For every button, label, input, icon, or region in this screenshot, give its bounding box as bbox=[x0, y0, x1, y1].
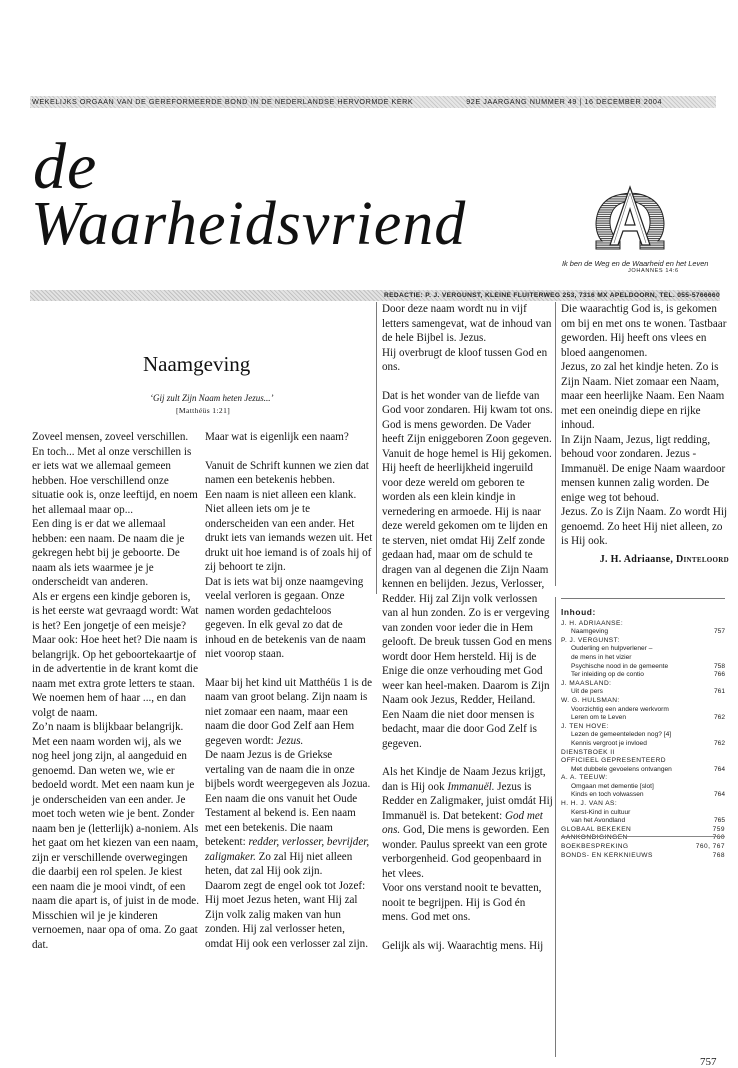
toc-author: W. G. HULSMAN: bbox=[561, 696, 620, 704]
toc-entry[interactable]: de mens in het vizier bbox=[571, 653, 632, 661]
paragraph: Gelijk als wij. Waarachtig mens. Hij bbox=[382, 939, 544, 952]
page-number: 757 bbox=[700, 1056, 717, 1068]
toc-entry[interactable]: Voorzichtig een andere werkvorm bbox=[571, 705, 669, 713]
toc-entry[interactable]: Kennis vergroot je invloed 762 bbox=[571, 739, 725, 747]
toc-section[interactable]: BOEKBESPREKING 760, 767 bbox=[561, 843, 725, 851]
author-signature: J. H. Adriaanse, Dinteloord bbox=[599, 553, 729, 565]
toc-section[interactable]: AANKONDIGINGEN 760 bbox=[561, 834, 725, 842]
toc-entry[interactable]: Kerst-Kind in cultuur bbox=[571, 808, 631, 816]
article-column-3 bbox=[382, 302, 554, 953]
paragraph: Een naam is niet alleen een klank. Niet alleen iets om je te onderscheiden van een ander. Het drukt iets van iemands wezen uit. Het drukt uit hoe iemand is of zoals hij of zij behoort te zijn. bbox=[205, 488, 373, 573]
toc-entry[interactable]: Leren om te Leven 762 bbox=[571, 714, 725, 722]
toc-entry[interactable]: Omgaan met dementie [slot] bbox=[571, 782, 654, 790]
toc-author: P. J. VERGUNST: bbox=[561, 636, 620, 644]
paragraph: De naam Jezus is de Griekse vertaling van de naam die in onze bijbels wordt weergegeven als Jozua. Een naam die ons vanuit het Oude Testament al bekend is. Een naam met een betekenis. Die naam betekent: redder, verlosser, bevrijder, zaligmaker. Zo zal Hij niet alleen heten, dat zal Hij ook zijn. bbox=[205, 749, 371, 877]
paragraph: Door deze naam wordt nu in vijf letters samengevat, wat de inhoud van de hele Bijbel is. Jezus. bbox=[382, 303, 552, 344]
article-column-4 bbox=[561, 302, 729, 567]
paragraph: Zo’n naam is blijkbaar belangrijk. Met een naam worden wij, als we nog heel jong zijn, al aangeduid en genoemd. Dan weten we, wie er bedoeld wordt. Met een naam kun je je onderscheiden van een ander. Je moet toch weten wie je bent. Zonder naam ben je (letterlijk) a-noniem. Als het gaat om het kiezen van een naam, zijn er verschillende overwegingen die daarbij een rol spelen. Je kiest een naam die je mooi vindt, of een naam die apart is, of juist in de mode. Misschien wil je je kinderen vernoemen, naar opa of oma. Zo gaat dat. bbox=[32, 721, 199, 951]
article-column-2 bbox=[205, 430, 373, 951]
paragraph: Maar bij het kind uit Matthéüs 1 is de naam van groot belang. Zijn naam is niet zomaar een naam, maar een naam die door God Zelf aan Hem gegeven wordt: Jezus. bbox=[205, 676, 372, 747]
header-right: 92E JAARGANG NUMMER 49 | 16 DECEMBER 2004 bbox=[466, 97, 662, 106]
table-of-contents bbox=[561, 608, 725, 860]
paragraph: Die waarachtig God is, is gekomen om bij en met ons te wonen. Tastbaar geworden. Hij heeft ons vlees en bloed aangenomen. bbox=[561, 303, 727, 359]
masthead-title: Waarheidsvriend bbox=[31, 190, 467, 258]
masthead-de: de bbox=[33, 130, 98, 203]
paragraph: Een ding is er dat we allemaal hebben: een naam. De naam die je gekregen hebt bij je geboorte. De naam als iets waarmee je je onderscheidt van anderen. bbox=[32, 518, 185, 588]
paragraph: Voor ons verstand nooit te bevatten, nooit te begrijpen. Hij is God én mens. God met ons. bbox=[382, 882, 542, 923]
alpha-omega-logo bbox=[590, 183, 670, 257]
paragraph: Jezus, zo zal het kindje heten. Zo is Zijn Naam. Niet zomaar een Naam, maar een heerlijke Naam. Een Naam met een oneindig diepe en rijke inhoud. bbox=[561, 361, 725, 431]
article-subref: [Matthéüs 1:21] bbox=[176, 406, 231, 415]
paragraph: Hij overbrugt de kloof tussen God en ons. bbox=[382, 346, 548, 373]
toc-entry[interactable]: Uit de pers 761 bbox=[571, 688, 725, 696]
article-column-1 bbox=[32, 430, 200, 952]
header-left: WEKELIJKS ORGAAN VAN DE GEREFORMEERDE BOND IN DE NEDERLANDSE HERVORMDE KERK bbox=[32, 97, 414, 106]
article-subtitle: ‘Gij zult Zijn Naam heten Jezus...’ bbox=[150, 393, 274, 403]
redactie-text: REDACTIE: P. J. VERGUNST, KLEINE FLUITERWEG 253, 7316 MX APELDOORN, TEL. 055-5766660 bbox=[384, 292, 720, 299]
paragraph: Daarom zegt de engel ook tot Jozef: Hij moet Jezus heten, want Hij zal Zijn volk zalig maken van hun zonden. Hij zal verlosser heten, omdat Hij ook een verlosser zal zijn. bbox=[205, 879, 368, 950]
toc-entry[interactable]: Ter inleiding op de contio 766 bbox=[571, 671, 725, 679]
inhoud-rule bbox=[561, 598, 725, 599]
toc-section[interactable]: DIENSTBOEK II bbox=[561, 748, 615, 756]
toc-entry[interactable]: Met dubbele gevoelens ontvangen 764 bbox=[571, 765, 725, 773]
paragraph: Jezus. Zo is Zijn Naam. Zo wordt Hij genoemd. Zo heet Hij niet alleen, zo is Hij ook. bbox=[561, 506, 728, 547]
paragraph: Dat is iets wat bij onze naamgeving veelal verloren is gegaan. Onze namen worden gedachteloos gegeven. In elk geval zo dat de inhoud en de betekenis van de naam niet voorop staan. bbox=[205, 575, 366, 660]
toc-section: OFFICIEEL GEPRESENTEERD bbox=[561, 757, 666, 765]
column-divider bbox=[555, 302, 556, 586]
toc-author: H. H. J. VAN AS: bbox=[561, 800, 618, 808]
inhoud-divider bbox=[555, 597, 556, 1057]
inhoud-bottom-rule bbox=[561, 836, 725, 837]
toc-author: J. H. ADRIAANSE: bbox=[561, 619, 624, 627]
header-strip bbox=[30, 96, 716, 108]
toc-author: J. TEN HOVE: bbox=[561, 722, 609, 730]
toc-author: J. MAASLAND: bbox=[561, 679, 612, 687]
toc-entry[interactable]: Psychische nood in de gemeente 758 bbox=[571, 662, 725, 670]
paragraph: In Zijn Naam, Jezus, ligt redding, behoud voor zondaren. Jezus - Immanuël. De enige Naam waardoor mensen kunnen zalig worden. De enige weg tot behoud. bbox=[561, 433, 726, 504]
paragraph: Als het Kindje de Naam Jezus krijgt, dan is Hij ook Immanuël. Jezus is Redder en Zaligmaker, juist omdát Hij Immanuël is. Dat betekent: God met ons. God, Die mens is geworden. Een wonder. Paulus spreekt van een grote verborgenheid. God geopenbaard in het vlees. bbox=[382, 766, 553, 880]
article-title: Naamgeving bbox=[143, 352, 251, 376]
paragraph: Zoveel mensen, zoveel verschillen. En toch... Met al onze verschillen is er iets wat we allemaal gemeen hebben. Hoe verschillend onze situatie ook is, onze leeftijd, en noem het allemaal maar op... bbox=[32, 431, 198, 516]
masthead-motto-ref: JOHANNES 14:6 bbox=[628, 268, 679, 274]
column-divider bbox=[376, 302, 377, 594]
toc-entry[interactable]: Naamgeving 757 bbox=[571, 628, 725, 636]
toc-entry[interactable]: Lezen de gemeenteleden nog? [4] bbox=[571, 731, 672, 739]
inhoud-heading: Inhoud: bbox=[561, 607, 596, 617]
paragraph: Dat is het wonder van de liefde van God voor zondaren. Hij kwam tot ons. God is mens geworden. De Vader heeft Zijn eniggeboren Zoon gegeven. Vanuit de hoge hemel is Hij gekomen. Hij heeft de heerlijkheid ingeruild voor deze wereld om geboren te worden als een klein kindje in vernedering en armoede. Hij is naar deze wereld gekomen om te lijden en te sterven, niet omdat Hij Zelf zonde gedaan had, maar om de schuld te dragen van al degenen die Zijn Naam kennen en belijden. Jezus, Verlosser, Redder. Hij zal Zijn volk verlossen van al hun zonden. Zo is er vergeving van zonden voor ieder die in Hem gelooft. De breuk tussen God en mens wordt door Hem hersteld. Hij is de Enige die onze verhouding met God weer kan heel-maken. Daarom is Zijn Naam ook Jezus, Redder, Heiland. Een Naam die niet door mensen is bedacht, maar die door God Zelf is gegeven. bbox=[382, 389, 553, 750]
toc-entry[interactable]: Kinds en toch volwassen 764 bbox=[571, 791, 725, 799]
toc-author: A. A. TEEUW: bbox=[561, 774, 608, 782]
toc-section[interactable]: BONDS- EN KERKNIEUWS 768 bbox=[561, 851, 725, 859]
toc-entry[interactable]: van het Avondland 765 bbox=[571, 817, 725, 825]
paragraph: Vanuit de Schrift kunnen we zien dat namen een betekenis hebben. bbox=[205, 459, 369, 486]
paragraph: Als er ergens een kindje geboren is, is het eerste wat gevraagd wordt: Wat is het? Een jongetje of een meisje? Maar ook: Hoe heet het? Die naam is belangrijk. Op het geboortekaartje of in de advertentie in de krant komt die naam met extra grote letters te staan. We noemen hem of haar ..., en dan volgt de naam. bbox=[32, 590, 199, 719]
toc-entry[interactable]: Ouderling en hulpverlener – bbox=[571, 645, 653, 653]
masthead-motto: Ik ben de Weg en de Waarheid en het Leven bbox=[562, 259, 709, 268]
paragraph: Maar wat is eigenlijk een naam? bbox=[205, 431, 349, 443]
toc-section[interactable]: GLOBAAL BEKEKEN 759 bbox=[561, 825, 725, 833]
